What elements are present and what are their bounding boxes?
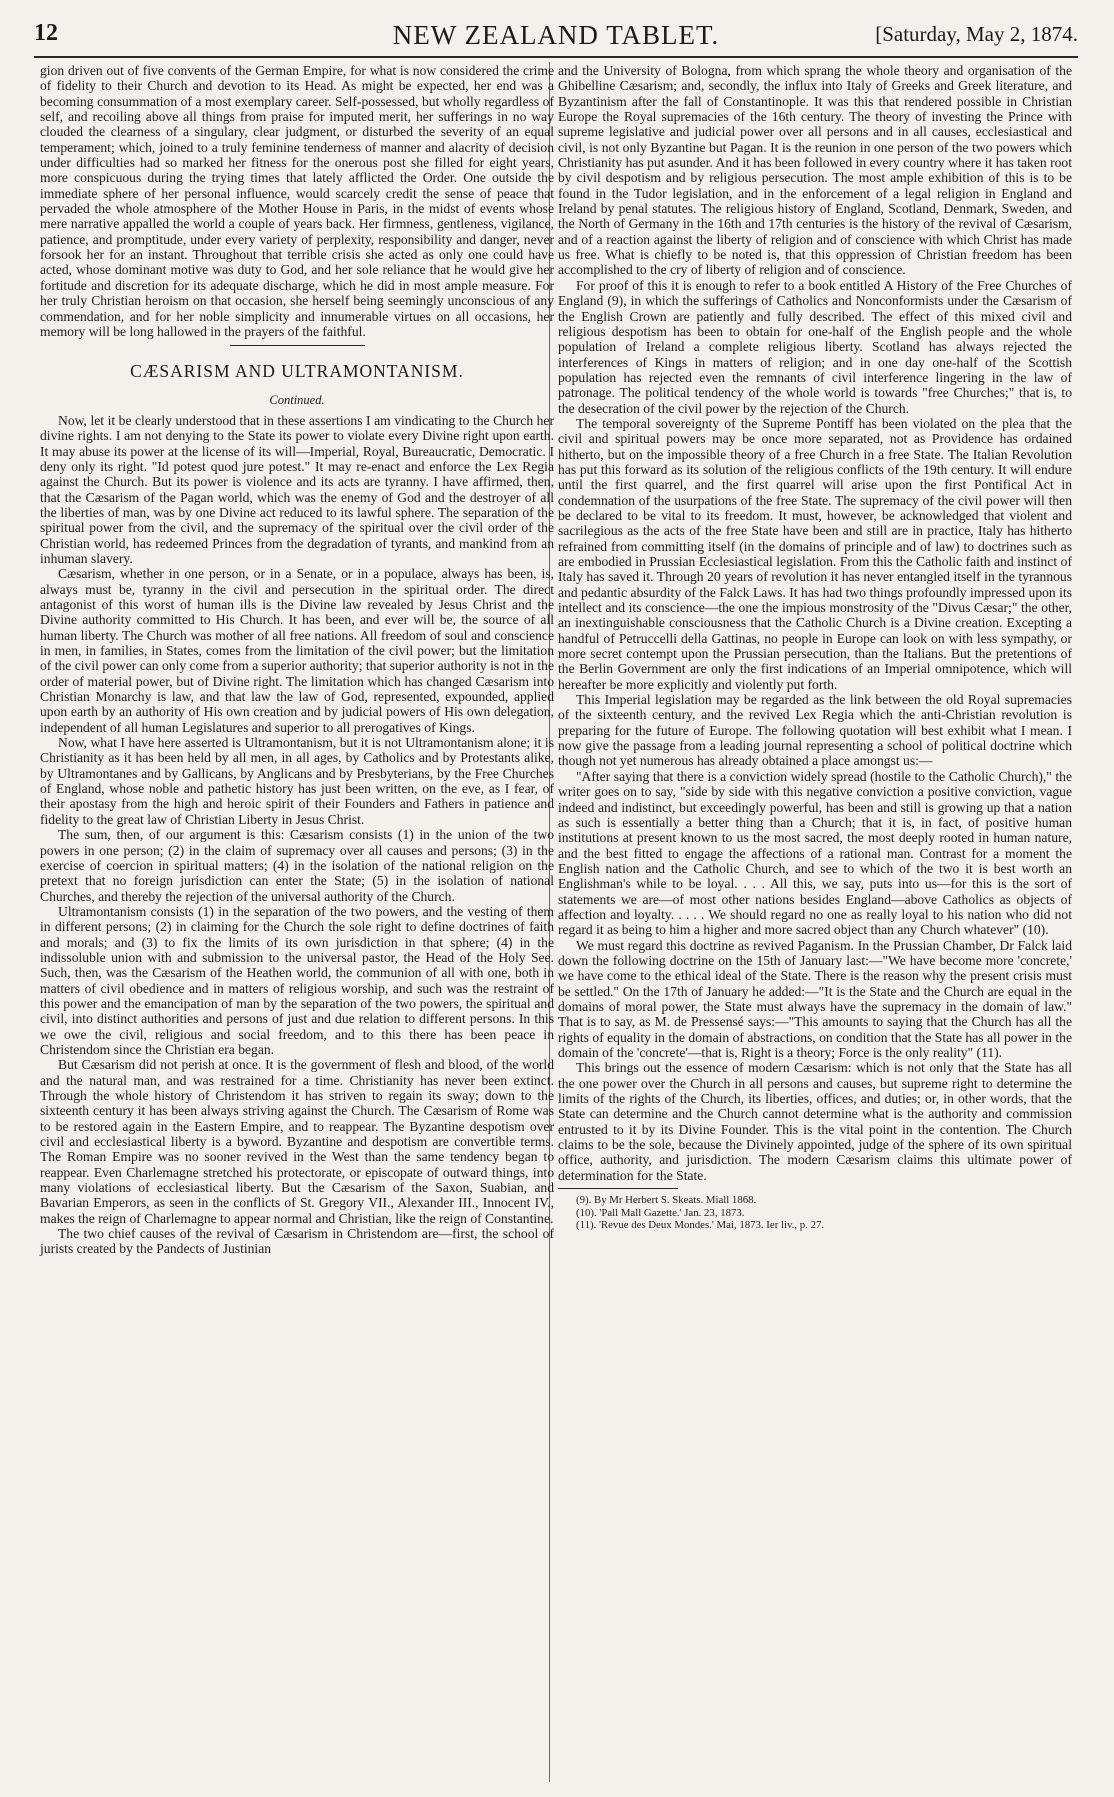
left-column [40,63,554,1257]
newspaper-title: NEW ZEALAND TABLET. [392,20,720,50]
article-paragraph: Ultramontanism consists (1) in the separation of the two powers, and the vesting of them in different persons; (2) in claiming for the Church the sole right to define doctrines of faith and morals; and (3) to fix the limits of its own jurisdiction in that sphere; (4) in the indissoluble union with and submission to the universal pastor, the Head of the Holy See. Such, then, was the Cæsarism of the Heathen world, the communion of all with one, both in matters of civil obedience and in matters of religious worship, and such was the restraint of this power and the emancipation of man by the separation of the two powers, the spiritual and civil, into distinct authorities and persons of just and due relation to different persons. In this we owe the civil, religious and social freedom, and to this there has been peace in Christendom since the Christian era began. [40,903,554,1057]
masthead [34,20,1078,52]
section-divider [230,345,365,346]
article-paragraph: The sum, then, of our argument is this: Cæsarism consists (1) in the union of the two powers in one person; (2) in the claim of supremacy over all causes and persons; (3) in the exercise of coercion in spiritual matters; (4) in the isolation of the national religion on the pretext that no foreign jurisdiction can enter the State; (5) in the isolation of national Churches, and thereby the rejection of the universal authority of the Church. [40,827,554,904]
footnote-rule [558,1188,678,1189]
masthead-rule [34,56,1078,58]
article-paragraph: For proof of this it is enough to refer to a book entitled A History of the Free Churches of England (9), in which the sufferings of Catholics and Nonconformists under the Cæsarism of the English Crown are patiently and fully described. The effect of this mixed civil and religious despotism has been to obtain for one-half of the English people and the whole population of Ireland a complete religious liberty. Scotland has always rejected the interferences of Kings in matters of religion; and in one day one-half of the Scottish population has rejected even the remnants of civil interference lingering in the law of patronage. The political tendency of the whole world is towards "free Churches;" that is, to the desecration of the civil power by the rejection of the Church. [558,277,1072,416]
article-paragraph: We must regard this doctrine as revived Paganism. In the Prussian Chamber, Dr Falck laid down the following doctrine on the 15th of January last:—"We have become more 'concrete,' we have come to the ethical ideal of the State. There is the reason why the present crisis must be settled." On the 17th of January he added:—"It is the State and the Church are equal in the domains of moral power, the State must always have the supremacy in the domain of law." That is to say, as M. de Pressensé says:—"This amounts to saying that the Church has all the rights of equality in the domain of abstractions, on condition that the State has all power in the domain of the 'concrete'—that is, Right is a theory; Force is the only reality" (11). [558,937,1072,1060]
continued-label: Continued. [269,392,325,407]
quotation-paragraph: "After saying that there is a conviction widely spread (hostile to the Catholic Church)," the writer goes on to say, "side by side with this negative conviction a positive conviction, vague indeed and indistinct, but exceedingly powerful, has been and still is growing up that a nation as such is essentially a better thing than a Church; that it is, in fact, of positive human institutions at present known to us the most sacred, the most deeply rooted in human nature, and the best fitted to engage the affections of a rational man. Contrast for a moment the English nation and the Catholic Church, and see to which of the two it is best worth an Englishman's while to be loyal. . . . All this, we say, puts into us—for this is the sort of statements we are—of most other nations besides England—above Catholics as objects of affection and loyalty. . . . . We should regard no one as really loyal to his nation who did not regard it as being to him a higher and more sacred object than any Church whatever" (10). [558,768,1072,938]
issue-date: [Saturday, May 2, 1874. [875,22,1078,46]
article-paragraph: This brings out the essence of modern Cæsarism: which is not only that the State has all the one power over the Church in all persons and causes, but supreme right to determine the limits of the rights of the Church, its liberties, offices, and duties; or, in other words, that the State can determine and the Church cannot determine what is the authority and commission entrusted to it by its Divine Founder. This is the vital point in the contention. The Church claims to be the sole, because the Divinely appointed, judge of the sphere of its own spiritual office, authority, and jurisdiction. The modern Cæsarism claims this ultimate power of determination for the State. [558,1060,1072,1183]
article-paragraph: Cæsarism, whether in one person, or in a Senate, or in a populace, always has been, is, always must be, tyranny in the civil and persecution in the spiritual order. The direct antagonist of this worst of human ills is the Divine law revealed by Jesus Christ and the Divine authority committed to His Church. It has been, and ever will be, the source of all human liberty. The Church was mother of all free nations. All freedom of soul and conscience in men, in families, in States, comes from the limitation of the civil power; but the limitation of the civil power can only come from a superior authority; that superior authority is not in the order of material power, but of Divine right. The limitation which has changed Cæsarism into Christian Monarchy is law, and that law the law of God, represented, expounded, applied upon earth by an authority of His own creation and by judicial powers of His own delegation, independent of all human Legislatures and superior to all prerogatives of Kings. [40,566,554,735]
article-paragraph: This Imperial legislation may be regarded as the link between the old Royal supremacies of the sixteenth century, and the revived Lex Regia which the anti-Christian revolution is preparing for the future of Europe. The following quotation will best exhibit what I mean. I now give the passage from a leading journal representing a school of political doctrine which though not yet numerous has already obtained a place amongst us:— [558,692,1072,769]
footnote: (11). 'Revue des Deux Mondes.' Mai, 1873. Ier liv., p. 27. [576,1219,825,1232]
article-paragraph: But Cæsarism did not perish at once. It is the government of flesh and blood, of the world and the natural man, and was restrained for a time. Christianity has never been extinct. Through the whole history of Christendom it has striven to regain its sway; down to the sixteenth century it has been always striving against the Church. The Cæsarism of Rome was to be restored again in the Eastern Empire, and to reappear. The Byzantine despotism over civil and ecclesiastical liberty is a byword. Byzantine and despotism are convertible terms. The Roman Empire was no sooner revived in the West than the same tendency began to reappear. Even Charlemagne stretched his protectorate, or episcopate of outward things, into many violations of ecclesiastical liberty. But the Cæsarism of the Saxon, Suabian, and Bavarian Emperors, as seen in the conflicts of St. Gregory VII., Alexander III., Innocent IV., makes the reign of Charlemagne to appear normal and Christian, like the reign of Constantine. [40,1057,554,1226]
article-paragraph: Now, let it be clearly understood that in these assertions I am vindicating to the Church her divine rights. I am not denying to the State its power to violate every Divine right upon earth. It may abuse its power at the license of its will—Imperial, Royal, Bureaucratic, Democratic. I deny only its right. "Id potest quod jure potest." It may re-enact and enforce the Lex Regia against the Church. But its power is violence and its acts are tyranny. I have affirmed, then, that the Cæsarism of the Pagan world, which was the enemy of God and the destroyer of all the liberties of man, was by one Divine act reduced to its lawful sphere. The separation of the spiritual power from the civil, and the supremacy of the spiritual over the civil order of the Christian world, has redeemed Princes from the degradation of tyrants, and mankind from an inhuman slavery. [40,412,554,566]
article-title: CÆSARISM AND ULTRAMONTANISM. [130,361,464,382]
footnote: (10). 'Pall Mall Gazette.' Jan. 23, 1873. [576,1206,745,1219]
article-paragraph: The temporal sovereignty of the Supreme Pontiff has been violated on the plea that the civil and spiritual powers may be once more separated, not as Providence has ordained hitherto, but on the impossible theory of a free Church in a free State. The Italian Revolution has put this forward as its solution of the religious conflicts of the 19th century. It will endure until the first quarrel, and the first quarrel will arise upon the first Pontifical Act in condemnation of the usurpations of the free State. The supremacy of the civil power will then be declared to be vital to its freedom. It must, however, be acknowledged that violent and sacrilegious as the acts of the free State have been and still are in practice, Italy has hitherto refrained from committing itself (in the domains of principle and of law) to doctrines such as are embodied in Prussian Ecclesiastical legislation. From this the Catholic faith and instinct of Italy has saved it. Through 20 years of revolution it has never entangled itself in the tyrannous and pedantic absurdity of the Falck Laws. It has had two things profoundly impressed upon its intellect and its conscience—the one the impious monstrosity of the "Divus Cæsar;" the other, an inextinguishable consciousness that the Catholic Church is a Divine creation. Excepting a handful of Petruccelli della Gattinas, no people in Europe can look on with less sympathy, or more secret contempt upon the Prussian persecution, than the Italians. But the pretentions of the Berlin Government are only the first indications of an Imperial omnipotence, which will hereafter be more explicitly and violently put forth. [558,415,1072,692]
page-number: 12 [34,20,58,46]
article-paragraph: Now, what I have here asserted is Ultramontanism, but it is not Ultramontanism alone; it is Christianity as it has been held by all men, in all ages, by Catholics and by Protestants alike, by Ultramontanes and by Gallicans, by Anglicans and by Presbyterians, by the Free Churches of England, whose noble and pathetic history has just been written, on the eve, as I fear, of their apostasy from the high and heroic spirit of their Founders and Fathers in patience and fidelity to the great law of Christian Liberty in Jesus Christ. [40,735,554,827]
article-paragraph: and the University of Bologna, from which sprang the whole theory and organisation of the Ghibelline Cæsarism; and, secondly, the influx into Italy of Greeks and Greek literature, and Byzantinism after the fall of Constantinople. It was this that rendered possible in Christian Europe the Royal supremacies of the 16th century. The theory of investing the Prince with supreme legislative and judicial power over all persons and in all causes, ecclesiastical and civil, is not only Byzantine but Pagan. It is the reunion in one person of the two powers which Christianity has put asunder. And it has been followed in every country where it has taken root by civil despotism and by religious persecution. The most ample exhibition of this is to be found in the Tudor legislation, and in the enforcement of a legal religion in England and Ireland by penal statutes. The religious history of England, Scotland, Denmark, Sweden, and the North of Germany in the 16th and 17th centuries is the history of the revival of Cæsarism, and of a reaction against the liberty of religion and of conscience with which Christ has made us free. What is chiefly to be noted is, that this oppression of Christian freedom has been accomplished to the cry of liberty of religion and of conscience. [558,63,1072,278]
right-column [558,63,1072,1232]
footnotes [558,1194,1072,1232]
footnote: (9). By Mr Herbert S. Skeats. Miall 1868. [576,1194,757,1207]
obituary-paragraph: gion driven out of five convents of the German Empire, for what is now considered the crime of fidelity to their Church and devotion to its Head. As might be expected, her end was a becoming consummation of a most exemplary career. Self-possessed, but wholly regardless of self, and recoiling above all things from praise for imputed merit, her sufferings in no way clouded the clearness of a singulary, clear judgment, or disturbed the severity of an equal temperament; which, joined to a truly feminine tenderness of manner and alacrity of decision under difficulties had so marked her fitness for the onerous post she filled for eight years, more conspicuous during the trying times that lately afflicted the Order. One outside the immediate sphere of her personal influence, would scarcely credit the sense of peace that pervaded the whole atmosphere of the Mother House in Paris, in the midst of events whose mere narrative appalled the world a couple of years back. Her firmness, gentleness, vigilance, patience, and promptitude, under every variety of perplexity, responsibility and danger, never forsook her for an instant. Throughout that terrible crisis she acted as only one could have acted, whose dominant motive was duty to God, and her sole reliance that he would give her fortitude and discretion for its adequate discharge, which he did in most ample measure. For her truly Christian heroism on that occasion, she herself being seemingly unconscious of any commendation, and for her noble simplicity and innumerable virtues on all occasions, her memory will be long hallowed in the prayers of the faithful. [40,63,554,339]
article-paragraph: The two chief causes of the revival of Cæsarism in Christendom are—first, the school of jurists created by the Pandects of Justinian [40,1226,554,1257]
